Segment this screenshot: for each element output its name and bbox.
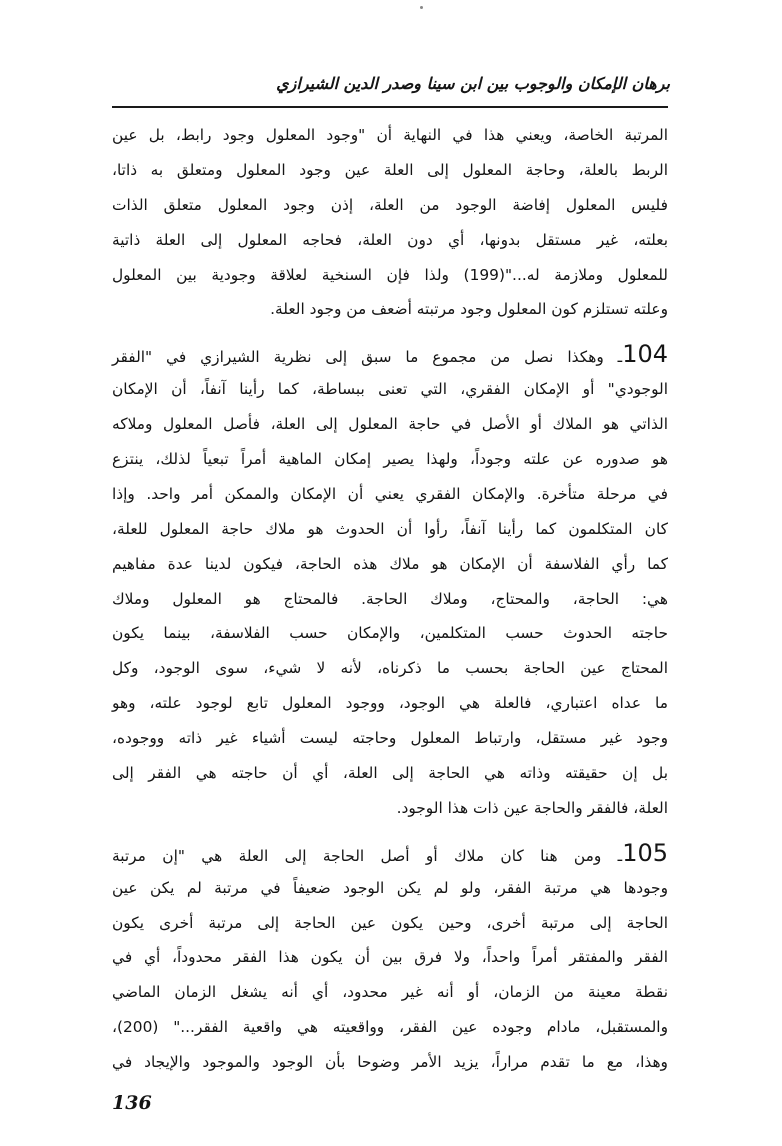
- text-line: ـ وهكذا نصل من مجموع ما سبق إلى نظرية الشيرازي في "الفقر: [112, 348, 623, 367]
- text-line: حاجته الحدوث حسب المتكلمين، والإمكان حسب الفلاسفة، بينما يكون: [112, 624, 668, 643]
- paragraph: [112, 836, 668, 1080]
- paragraph-number: 105: [622, 838, 668, 867]
- text-line: المحتاج عين الحاجة بحسب ما ذكرناه، لأنه لا شيء، سوى الوجود، وكل: [112, 659, 668, 678]
- text-line: الذاتي هو الملاك أو الأصل في حاجة المعلول إلى العلة، فأصل المعلول وملاكه: [112, 415, 668, 434]
- text-line: العلة، فالفقر والحاجة عين ذات هذا الوجود.: [396, 798, 668, 817]
- text-line: المرتبة الخاصة، ويعني هذا في النهاية أن "وجود المعلول وجود رابط، بل عين: [112, 126, 668, 144]
- text-line-first: [112, 337, 668, 372]
- header-rule: [112, 106, 668, 108]
- text-line: هي: الحاجة، والمحتاج، وملاك الحاجة. فالمحتاج هو المعلول وملاك: [112, 589, 668, 608]
- text-line: وهذا، مع ما تقدم مراراً، يزيد الأمر وضوحا بأن الوجود والموجود والإيجاد في: [112, 1053, 668, 1072]
- text-line: والمستقبل، مادام وجوده عين الفقر، وواقعيته هي واقعية الفقر..." (200)،: [112, 1018, 668, 1037]
- text-line: هو صدوره عن علته وجوداً، ولهذا يصير إمكان الماهية أمراً تبعياً لذلك، ينتزع: [112, 450, 668, 469]
- text-line: الوجودي" أو الإمكان الفقري، التي تعنى ببساطة، كما رأينا آنفاً، أن الإمكان: [112, 380, 668, 399]
- paragraph: [112, 118, 668, 327]
- text-line: ـ ومن هنا كان ملاك أو أصل الحاجة إلى العلة هي "إن مرتبة: [112, 846, 623, 865]
- text-line: وجودها هي مرتبة الفقر، ولو لم يكن الوجود ضعيفاً في مرتبة لم يكن عين: [112, 878, 668, 897]
- text-line: بعلته، غير مستقل بدونها، أي دون العلة، فحاجه المعلول إلى العلة ذاتية: [112, 230, 668, 249]
- text-line-first: [112, 836, 668, 871]
- text-line: نقطة معينة من الزمان، أو أنه غير محدود، أي أنه يشغل الزمان الماضي: [112, 983, 668, 1002]
- paragraph-number: 104: [622, 340, 668, 369]
- page-number: 136: [112, 1092, 152, 1114]
- text-line: الربط بالعلة، وحاجة المعلول إلى العلة عين وجود المعلول ومتعلق به ذاتا،: [112, 160, 668, 179]
- text-line: للمعلول وملازمة له..."(199) ولذا فإن السنخية لعلاقة وجودية بين المعلول: [112, 265, 668, 284]
- text-line: الفقر والمفتقر أمراً واحداً، ولا فرق بين أن يكون هذا الفقر محدوداً، أي في: [112, 948, 668, 967]
- text-line: في مرحلة متأخرة. والإمكان الفقري يعني أن الإمكان والممكن أمر واحد. وإذا: [112, 484, 668, 503]
- body-text: [112, 118, 668, 1080]
- running-head: برهان الإمكان والوجوب بين ابن سينا وصدر الدين الشيرازي: [276, 74, 670, 93]
- text-line: وجود غير مستقل، وارتباط المعلول وحاجته ليست أشياء غير ذاته ووجوده،: [112, 729, 668, 748]
- text-line: بل إن حقيقته وذاته هي الحاجة إلى العلة، أي أن حاجته هي الفقر إلى: [112, 764, 668, 783]
- text-line: كان المتكلمون كما رأينا آنفاً، رأوا أن الحدوث هو ملاك حاجة المعلول للعلة،: [112, 519, 668, 538]
- scan-mark: [420, 6, 423, 9]
- paragraph: [112, 337, 668, 825]
- text-line: الحاجة إلى مرتبة أخرى، وحين يكون عين الحاجة إلى مرتبة أخرى يكون: [112, 913, 668, 932]
- text-line: كما رأي الفلاسفة أن الإمكان هو ملاك هذه الحاجة، فيكون لدينا عدة مفاهيم: [112, 554, 668, 573]
- text-line: وعلته تستلزم كون المعلول وجود مرتبته أضعف من وجود العلة.: [270, 300, 668, 319]
- text-line: ما عداه اعتباري، فالعلة هي الوجود، ووجود المعلول تابع لوجود علته، وهو: [112, 694, 668, 713]
- text-line: فليس المعلول إفاضة الوجود من العلة، إذن وجود المعلول متعلق الذات: [112, 195, 668, 214]
